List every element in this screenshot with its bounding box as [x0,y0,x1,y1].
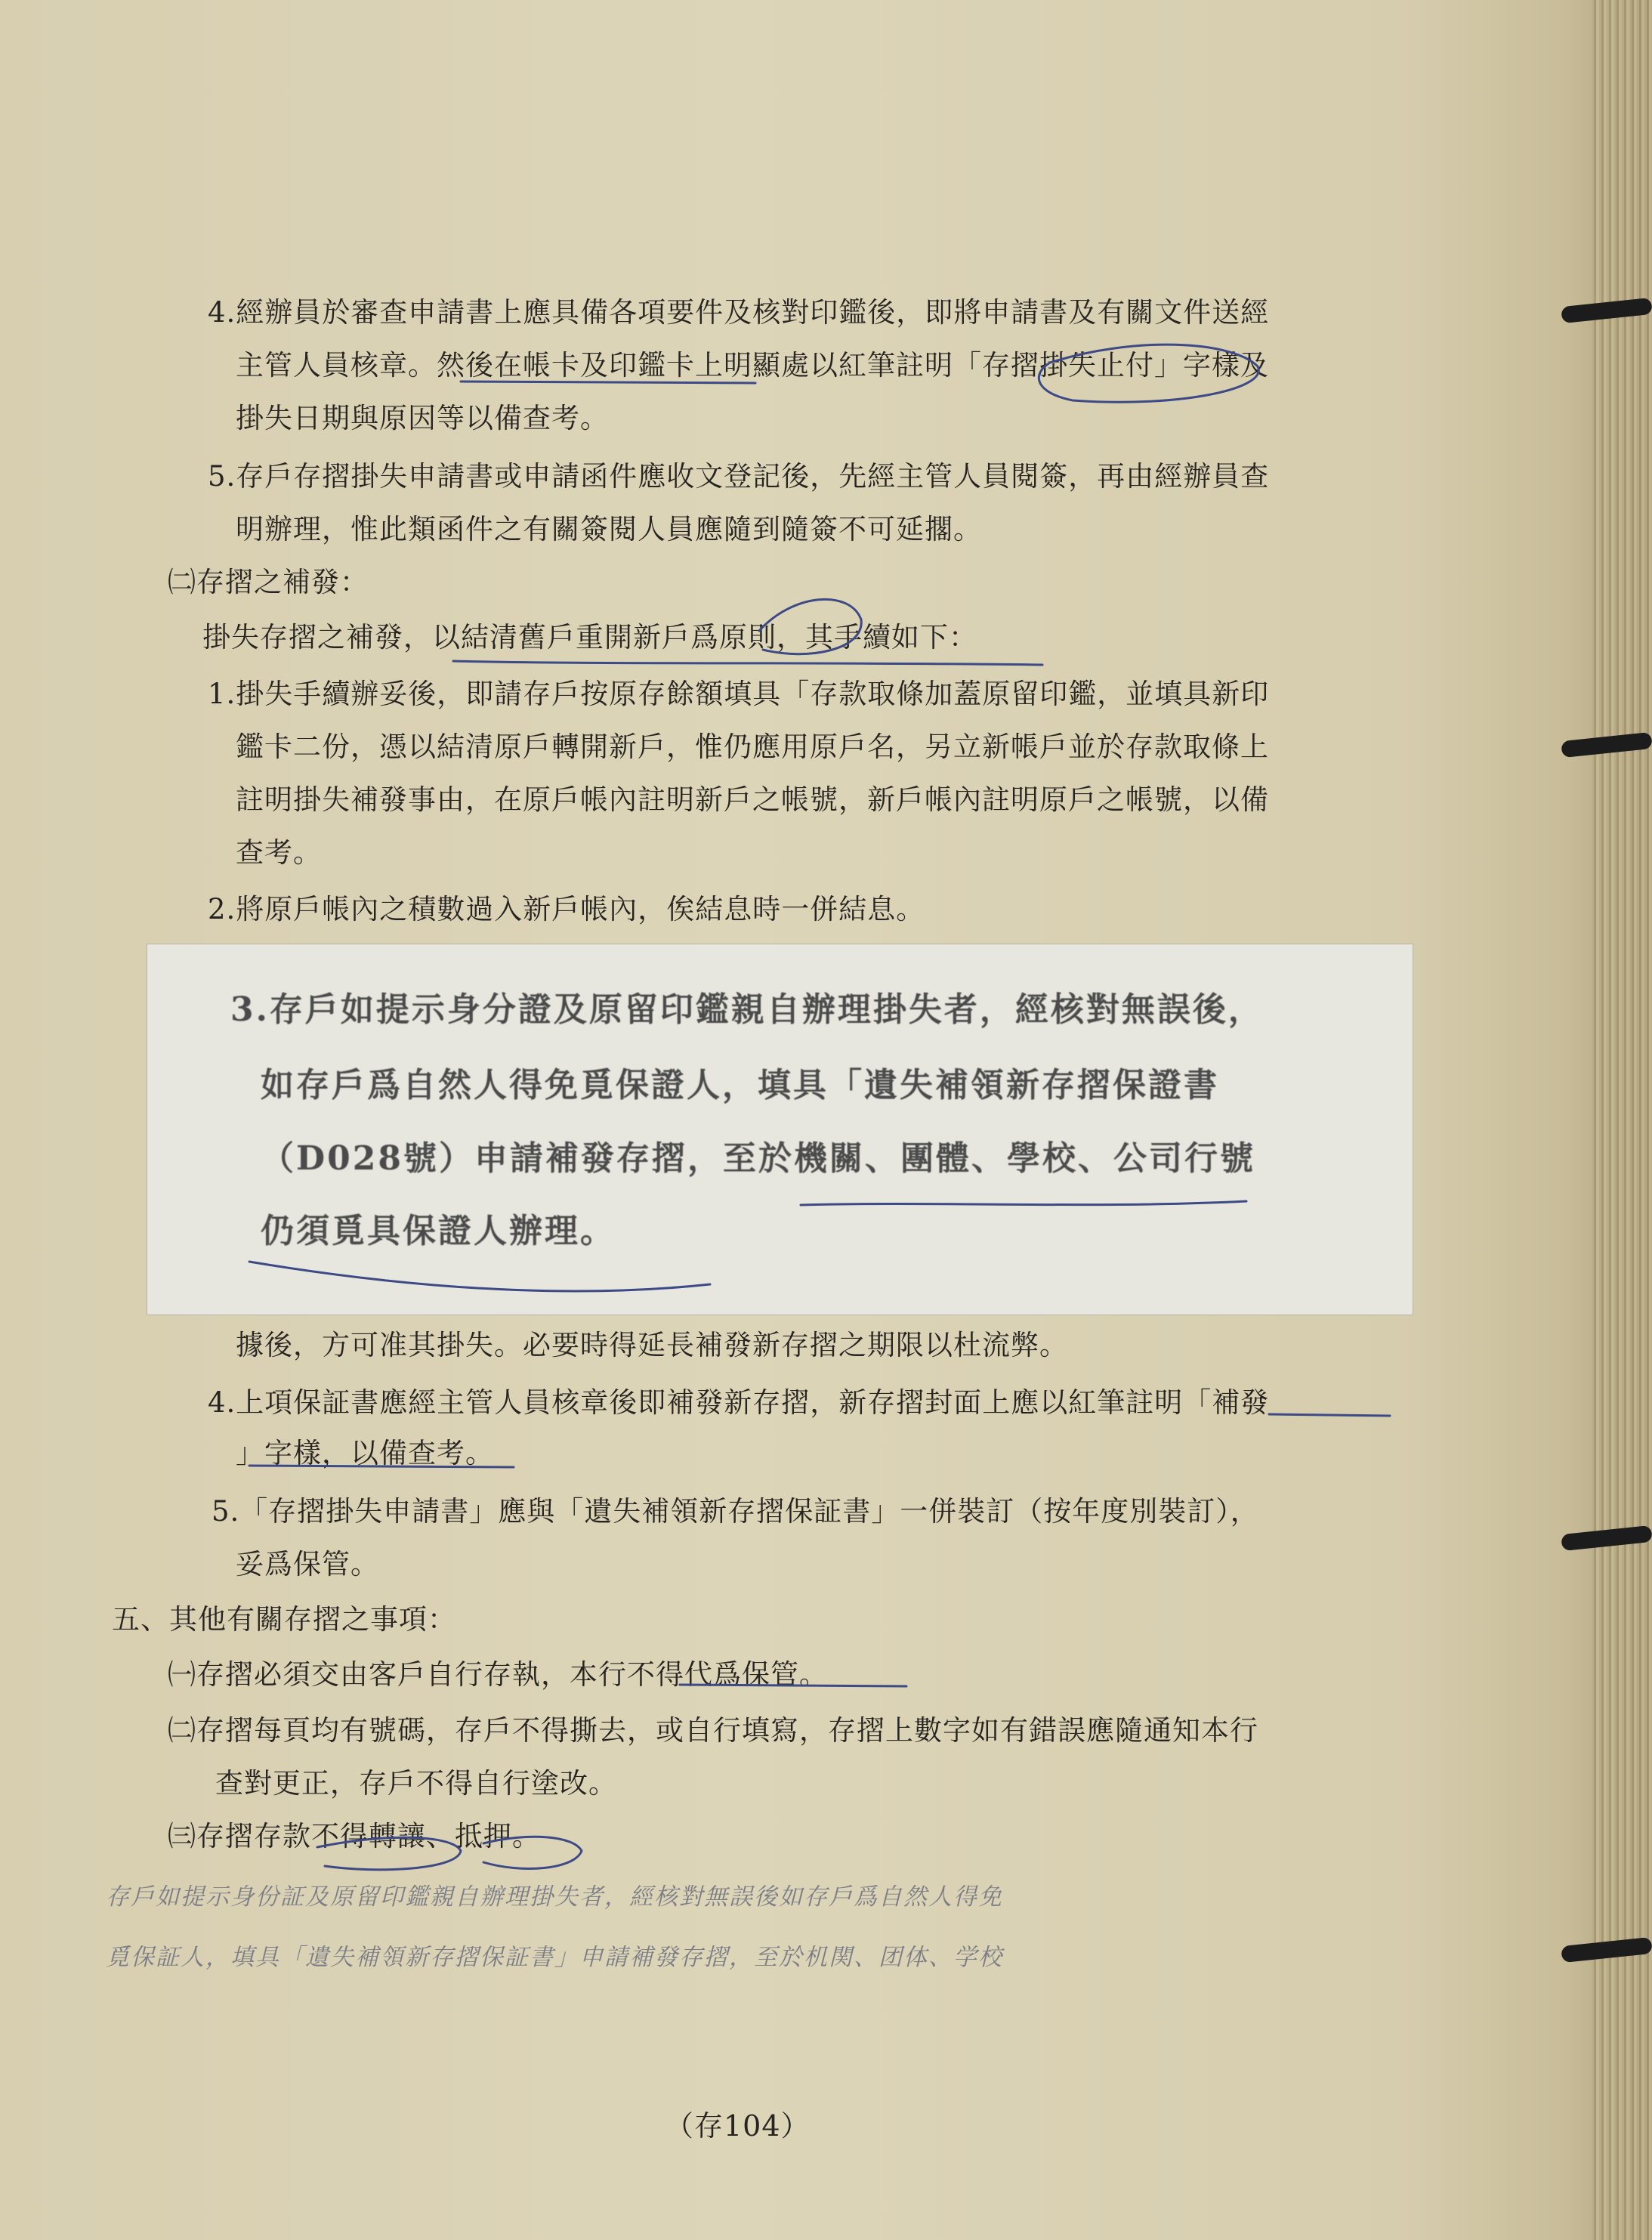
slip-line2: 如存戶爲自然人得免覓保證人，填具「遺失補領新存摺保證書 [261,1066,1219,1105]
pen-underline [249,1262,710,1291]
item4-line3: 掛失日期與原因等以備查考。 [236,402,609,434]
item1-line2: 鑑卡二份，憑以結清原戶轉開新戶，惟仍應用原戶名，另立新帳戶並於存款取條上 [236,731,1269,763]
page-number: （存104） [665,2109,811,2143]
pen-circle [483,1837,582,1868]
slip-line3: （D028號）申請補發存摺，至於機關、團體、學校、公司行號 [261,1139,1255,1178]
section-heading: ㈡存摺之補發： [168,566,369,598]
pen-circle [759,599,861,653]
pen-underline [680,1685,906,1686]
slip-line4: 仍須覓具保證人辦理。 [261,1212,616,1250]
handwritten-note-line1: 存戶如提示身份証及原留印鑑親自辦理掛失者，經核對無誤後如存戶爲自然人得免 [106,1883,1003,1911]
slip-line1: 3.存戶如提示身分證及原留印鑑親自辦理掛失者，經核對無誤後， [230,990,1264,1029]
pen-circle [317,1837,461,1870]
item4b-line2: 」字樣，以備查考。 [236,1437,494,1469]
item1-line3: 註明掛失補發事由，在原戶帳內註明新戶之帳號，新戶帳內註明原戶之帳號，以備 [236,783,1269,816]
subitem-1: ㈠存摺必須交由客戶自行存執，本行不得代爲保管。 [168,1658,828,1691]
pen-underline [461,382,755,383]
item5-line2: 明辦理，惟此類函件之有關簽閱人員應隨到隨簽不可延擱。 [236,513,982,545]
item2-line1: 2.將原戶帳內之積數過入新戶帳內，俟結息時一併結息。 [208,893,925,925]
item4b-line1: 4.上項保証書應經主管人員核章後即補發新存摺，新存摺封面上應以紅筆註明「補發 [208,1386,1270,1419]
subitem-2-line2: 查對更正，存戶不得自行塗改。 [215,1767,617,1800]
subitem-3: ㈢存摺存款不得轉讓、抵押。 [168,1820,541,1852]
item1-line1: 1.掛失手續辦妥後，即請存戶按原存餘額填具「存款取條加蓋原留印鑑，並填具新印 [208,678,1270,710]
pen-underline [801,1201,1246,1205]
item4-line1: 4.經辦員於審查申請書上應具備各項要件及核對印鑑後，即將申請書及有關文件送經 [208,296,1270,329]
section-heading: 五、其他有關存摺之事項： [112,1603,456,1636]
subitem-2-line1: ㈡存摺每頁均有號碼，存戶不得撕去，或自行填寫，存摺上數字如有錯誤應隨通知本行 [168,1714,1258,1747]
item1-line4: 查考。 [236,836,322,869]
pen-circle [1039,344,1258,402]
section-intro: 掛失存摺之補發，以結清舊戶重開新戶爲原則，其手續如下： [202,621,977,653]
handwritten-note-line2: 覓保証人，填具「遺失補領新存摺保証書」申請補發存摺，至於机関、团体、学校 [106,1944,1003,1971]
item3-tail: 據後，方可准其掛失。必要時得延長補發新存摺之期限以杜流弊。 [236,1329,1068,1361]
item4-line2: 主管人員核章。然後在帳卡及印鑑卡上明顯處以紅筆註明「存摺掛失止付」字樣及 [236,349,1269,382]
pen-underline [453,661,1042,665]
item5b-line2: 妥爲保管。 [236,1548,379,1580]
item5b-line1: 5.「存摺掛失申請書」應與「遺失補領新存摺保証書」一併裝訂（按年度別裝訂）， [212,1495,1259,1528]
pen-underline [249,1466,514,1467]
pen-underline [1269,1414,1390,1416]
item5-line1: 5.存戶存摺掛失申請書或申請函件應收文登記後，先經主管人員閱簽，再由經辦員查 [208,460,1270,493]
